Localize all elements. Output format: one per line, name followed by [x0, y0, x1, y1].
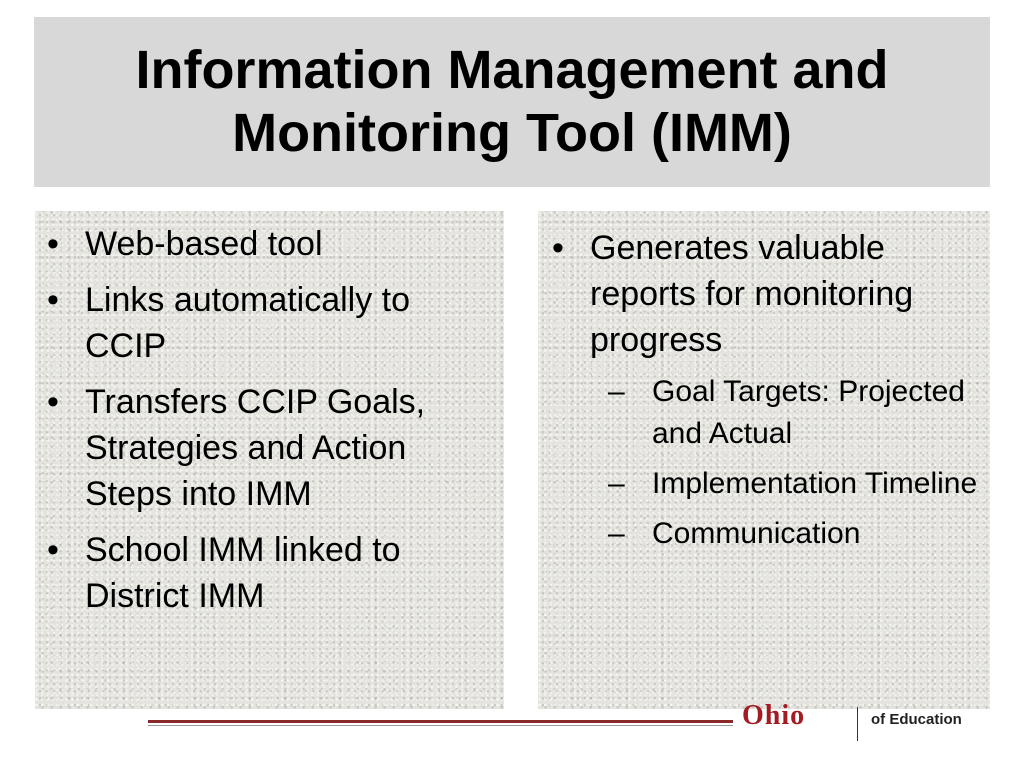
bullet-generates-reports — [548, 225, 984, 555]
bullet-school-imm: • School IMM linked to District IMM — [43, 527, 498, 619]
subbullet-communication: – Communication — [608, 513, 984, 555]
left-bullet-list — [43, 221, 498, 619]
bullet-generates-reports-text: Generates valuable reports for monitoring progress — [590, 229, 914, 359]
title-banner — [34, 17, 990, 187]
footer-rule-shadow — [148, 725, 733, 726]
subbullet-goal-targets: – Goal Targets: Projected and Actual — [608, 371, 984, 455]
bullet-web-based: • Web-based tool — [43, 221, 498, 267]
bullet-links-ccip: • Links automatically to CCIP — [43, 277, 498, 369]
right-bullet-list — [548, 225, 984, 555]
logo-separator — [857, 707, 858, 741]
logo-department-text: of Education — [871, 711, 962, 728]
bullet-transfers-ccip: • Transfers CCIP Goals, Strategies and Action Steps into IMM — [43, 379, 498, 517]
slide-title: Information Management and Monitoring Tool (IMM) — [135, 40, 889, 163]
ohio-logo-wordmark: Ohio — [742, 700, 806, 731]
footer-rule — [148, 720, 733, 723]
subbullet-implementation-timeline: – Implementation Timeline — [608, 463, 984, 505]
sub-bullet-list — [590, 371, 984, 555]
right-content-panel — [538, 211, 990, 709]
left-content-panel — [35, 211, 504, 709]
